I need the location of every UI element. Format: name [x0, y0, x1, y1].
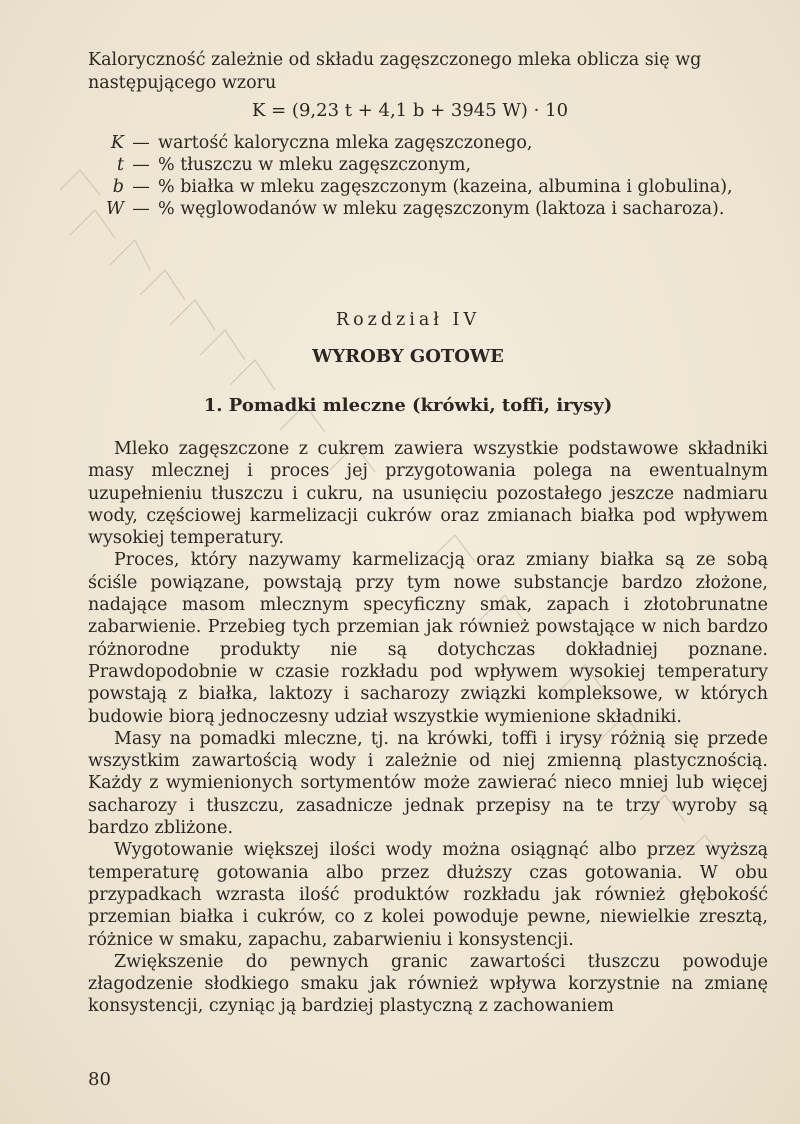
legend-description: % tłuszczu w mleku zagęszczonym, [158, 155, 472, 175]
legend-dash: — [132, 199, 150, 219]
legend-description: wartość kaloryczna mleka zagęszczonego, [158, 133, 533, 153]
part-title: WYROBY GOTOWE [312, 346, 504, 367]
legend-dash: — [132, 177, 150, 197]
legend-symbol: W [106, 199, 124, 219]
section-title: 1. Pomadki mleczne (krówki, toffi, irysy) [203, 395, 613, 416]
body-paragraph: Wygotowanie większej ilości wody można osiągnąć albo przez wyższą temperaturę gotowania albo przez dłuższy czas gotowania. W obu przypadkach wzrasta ilość produktów rozkładu jak również głębokość przemian białka i cukrów, co z kolei powoduje pewne, niewielkie zresztą, różnice w smaku, zapachu, zabarwieniu i konsystencji. [88, 840, 768, 950]
legend-description: % białka w mleku zagęszczonym (kazeina, albumina i globulina), [158, 177, 733, 197]
legend-dash: — [132, 155, 150, 175]
legend-description: % węglowodanów w mleku zagęszczonym (laktoza i sacharoza). [158, 199, 725, 219]
body-paragraph: Zwiększenie do pewnych granic zawartości tłuszczu powoduje złagodzenie słodkiego smaku jak również wpływa korzystnie na zmianę konsystencji, czyniąc ją bardziej plastyczną z zachowaniem [88, 951, 768, 1017]
body-paragraph: Mleko zagęszczone z cukrem zawiera wszystkie podstawowe składniki masy mlecznej i proces jej przygotowania polega na ewentualnym uzupełnieniu tłuszczu i cukru, na usunięciu pozostałego jeszcze nadmiaru wody, częściowej karmelizacji cukrów oraz zmianach białka pod wpływem wysokiej temperatury. [88, 439, 768, 549]
legend-row-k [88, 132, 768, 154]
body-paragraph: Masy na pomadki mleczne, tj. na krówki, toffi i irysy różnią się przede wszystkim zawartością wody i zależnie od niej zmienną plastycznością. Każdy z wymienionych sortymentów może zawierać nieco mniej lub więcej sacharozy i tłuszczu, zasadnicze jednak przepisy na te trzy wyroby są bardzo zbliżone. [88, 728, 768, 839]
body-paragraph: Proces, który nazywamy karmelizacją oraz zmiany białka są ze sobą ściśle powiązane, powstają przy tym nowe substancje bardzo złożone, nadające masom mlecznym specyficzny smak, zapach i złotobrunatne zabarwienie. Przebieg tych przemian jak również powstające w nich bardzo różnorodne produkty nie są dotychczas dokładniej poznane. Prawdopodobnie w czasie rozkładu pod wpływem wysokiej temperatury powstają z białka, laktozy i sacharozy związki kompleksowe, w których budowie biorą jednoczesny udział wszystkie wymienione składniki. [88, 550, 768, 727]
formula-legend [88, 132, 768, 220]
legend-row-t [88, 154, 768, 176]
legend-row-w [88, 198, 768, 220]
chapter-heading: Rozdział IV [335, 310, 481, 330]
legend-symbol: K [110, 133, 124, 153]
calorie-formula: K = (9,23 t + 4,1 b + 3945 W) · 10 [251, 100, 569, 121]
page-number: 80 [88, 1069, 111, 1090]
legend-row-b [88, 176, 768, 198]
legend-symbol: t [116, 155, 124, 175]
intro-paragraph: Kaloryczność zależnie od składu zagęszczonego mleka oblicza się wg następującego wzoru [88, 50, 702, 93]
legend-symbol: b [112, 177, 124, 197]
body-text [88, 438, 768, 1018]
legend-dash: — [132, 133, 150, 153]
